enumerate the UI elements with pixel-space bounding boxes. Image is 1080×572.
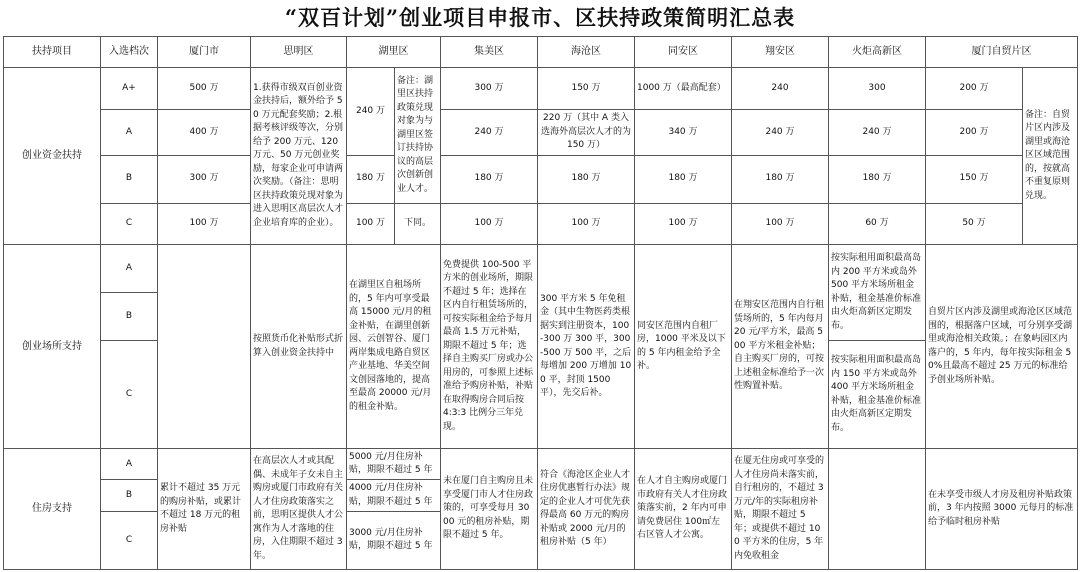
table-cell: 220 万（其中 A 类入选海外高层次人才的为 150 万） [538,109,635,155]
table-cell: 自贸片区内涉及湖里或海沧区区域范围的，根据落户区域，可分别享受湖里或海沧相关政策。；在象屿园区内落户的，5 年内，每年按实际租金 50%且最高不超过 25 万元的标准给予创业场所补贴。 [926,245,1078,449]
header-torch: 火炬高新区 [829,37,926,68]
grade-cell: C [101,340,158,448]
table-cell: 100 万 [732,203,829,245]
table-cell: 按实际租用面积最高岛内 150 平方米或岛外 400 平方米场所租金补贴，租金基准价标准由火炬高新区定期发布。 [829,340,926,448]
table-cell: 240 [732,68,829,110]
header-siming: 思明区 [251,37,347,68]
grade-cell: A [101,449,158,480]
policy-summary-table [3,36,1078,570]
table-row [4,449,1078,480]
table-cell: 1000 万（最高配套） [635,68,732,110]
table-cell: 未在厦门自主购房且未享受厦门市人才住房政策的，可享受每月 3000 元的租房补贴，期限不超过 5 年。 [441,449,538,570]
header-haicang: 海沧区 [538,37,635,68]
table-row [4,245,1078,293]
table-cell: 1.获得市级双百创业资金扶持后，额外给予 50 万元配套奖励；2.根据考核评级等次，分别给予 200 万元、120 万元、50 万元创业奖励，每家企业可申请两次奖励。（备注：思明区扶持政策兑现对象为进入思明区高层次人才企业培育库的企业）。 [251,68,347,245]
header-row [4,37,1078,68]
table-row [4,203,1078,245]
header-xiamen: 厦门市 [158,37,251,68]
grade-cell: B [101,293,158,341]
grade-cell: C [101,511,158,569]
table-cell: 100 万 [441,203,538,245]
table-cell: 100 万 [158,203,251,245]
grade-cell: B [101,480,158,511]
table-cell: 240 万 [441,109,538,155]
table-cell: 300 万 [441,68,538,110]
table-row [4,155,1078,203]
table-cell: 100 万 [538,203,635,245]
table-cell: 3000 元/月住房补贴，期限不超过 5 年 [347,511,441,569]
table-cell: 50 万 [926,203,1023,245]
table-cell: 300 平方米 5 年免租金（其中生物医药类根据实到注册资本，100-300 万 300 平，300-500 万 500 平，之后每增加 200 万增加 100 平，封顶 1500 平），先交后补。 [538,245,635,449]
grade-cell: A [101,245,158,293]
header-ftz: 厦门自贸片区 [926,37,1078,68]
table-cell: 60 万 [829,203,926,245]
table-cell: 下同。 [395,203,441,245]
table-cell: 在翔安区范围内自行租赁场所的，5 年内每月 20 元/平方米，最高 500 平方米租金补贴；自主购买厂房的，可按上述租金标准给予一次性购置补贴。 [732,245,829,449]
table-cell: 180 万 [829,155,926,203]
header-grade: 入选档次 [101,37,158,68]
table-cell: 240 万 [347,68,395,155]
table-cell: 180 万 [441,155,538,203]
table-cell: 100 万 [347,203,395,245]
page-title: “双百计划”创业项目申报市、区扶持政策简明汇总表 [284,5,796,30]
header-tongan: 同安区 [635,37,732,68]
table-cell: 400 万 [158,109,251,155]
table-cell: 100 万 [635,203,732,245]
table-cell: 在湖里区自租场所的，5 年内可享受最高 15000 元/月的租金补贴，在湖里创新园、云创智谷、厦门两岸集成电路自贸区产业基地、华美空间文创园落地的，提高至最高 20000 元/月的租金补贴。 [347,245,441,449]
table-cell: 在厦无住房或可享受的人才住房尚未落实前，自行租房的，不超过 3 万元/年的实际租房补贴，期限不超过 5 年；或提供不超过 100 平方米的住房，5 年内免收租金 [732,449,829,570]
table-cell: 同安区范围内自租厂房，1000 平米及以下的 5 年内租金给予全补。 [635,245,732,449]
table-cell: 4000 元/月住房补贴，期限不超过 5 年 [347,480,441,511]
table-cell: 300 [829,68,926,110]
table-cell: 免费提供 100-500 平方米的创业场所，期限不超过 5 年；选择在区内自行租赁场所的，可按实际租金给予每月最高 1.5 万元补贴，期限不超过 5 年；选择自主购买厂房或办公用房的，可参照上述标准给予购房补贴，补贴在取得购房合同后按 4:3:3 比例分三年兑现。 [441,245,538,449]
category-housing: 住房支持 [4,449,101,570]
table-cell: 在未享受市级人才房及租房补贴政策前，3 年内按照 3000 元每月的标准给予临时租房补贴 [926,449,1078,570]
table-cell: 240 万 [732,109,829,155]
table-cell: 180 万 [635,155,732,203]
table-cell: 150 万 [538,68,635,110]
table-cell: 符合《海沧区企业人才住房优惠暂行办法》规定的企业人才可优先获得最高 60 万元的购房补贴或 2000 元/月的租房补贴（5 年） [538,449,635,570]
grade-cell: B [101,155,158,203]
header-jimei: 集美区 [441,37,538,68]
table-cell: 180 万 [732,155,829,203]
table-cell: 5000 元/月住房补贴，期限不超过 5 年 [347,449,441,480]
header-project: 扶持项目 [4,37,101,68]
table-cell: 240 万 [829,109,926,155]
table-cell: 备注：自贸片区内涉及湖里或海沧区区域范围的，按就高不重复原则兑现。 [1023,68,1078,245]
grade-cell: A+ [101,68,158,110]
category-venue: 创业场所支持 [4,245,101,449]
table-cell: 340 万 [635,109,732,155]
table-cell: 按实际租用面积最高岛内 200 平方米或岛外 500 平方米场所租金补贴，租金基准价标准由火炬高新区定期发布。 [829,245,926,341]
table-cell: 300 万 [158,155,251,203]
table-cell: 按照货币化补贴形式折算入创业资金扶持中 [251,245,347,449]
header-xiangan: 翔安区 [732,37,829,68]
table-cell: 200 万 [926,109,1023,155]
table-cell: 在高层次人才或其配偶、未成年子女未自主购房或厦门市政府有关人才住房政策落实之前，思明区提供人才公寓作为人才落地的住房，入住期限不超过 3 年。 [251,449,347,570]
table-cell [158,245,251,449]
table-cell: 在人才自主购房或厦门市政府有关人才住房政策落实前，2 年内可申请免费居住 100㎡左右区管人才公寓。 [635,449,732,570]
table-cell: 150 万 [926,155,1023,203]
category-funding: 创业资金扶持 [4,68,101,245]
header-huli: 湖里区 [347,37,441,68]
table-cell: 180 万 [347,155,395,203]
table-cell: 备注：湖里区扶持政策兑现对象为与湖里区签订扶持协议的高层次创新创业人才。 [395,68,441,203]
grade-cell: A [101,109,158,155]
table-row [4,109,1078,155]
grade-cell: C [101,203,158,245]
table-cell [829,449,926,570]
table-cell: 500 万 [158,68,251,110]
table-cell: 累计不超过 35 万元的购房补贴，或累计不超过 18 万元的租房补贴 [158,449,251,570]
table-cell: 180 万 [538,155,635,203]
table-row [4,68,1078,110]
table-cell: 200 万 [926,68,1023,110]
